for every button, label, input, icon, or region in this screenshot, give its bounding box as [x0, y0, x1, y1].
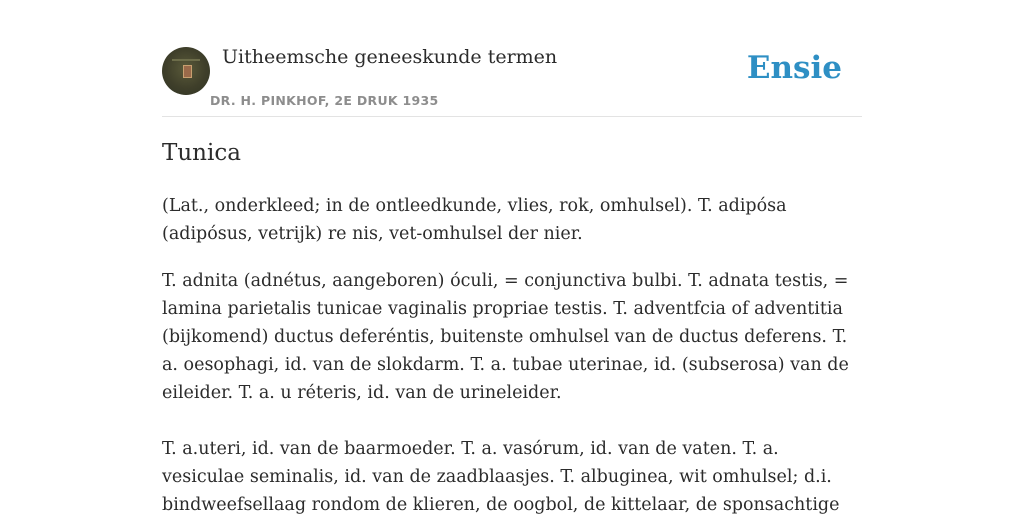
book-cover-band — [172, 59, 200, 61]
ensie-logo[interactable]: Ensie — [746, 50, 842, 86]
book-title[interactable]: Uitheemsche geneeskunde termen — [222, 46, 558, 68]
book-author: DR. H. PINKHOF, 2E DRUK 1935 — [210, 93, 439, 108]
entry-content — [162, 192, 862, 519]
entry-title: Tunica — [162, 140, 241, 166]
entry-paragraph: (Lat., onderkleed; in de ontleedkunde, vlies, rok, omhulsel). T. adipósa (adipósus, vetrijk) re nis, vet-omhulsel der nier. — [162, 196, 787, 244]
book-cover-image[interactable] — [162, 47, 210, 95]
entry-paragraph: T. a.uteri, id. van de baarmoeder. T. a. vasórum, id. van de vaten. T. a. vesiculae seminalis, id. van de zaadblaasjes. T. albuginea, wit omhulsel; d.i. bindweefsellaag rondom de klieren, de oogbol, de kittelaar, de sponsachtige — [162, 439, 840, 515]
entry-paragraph: T. adnita (adnétus, aangeboren) óculi, = conjunctiva bulbi. T. adnata testis, = lamina parietalis tunicae vaginalis propriae testis. T. adventfcia of adventitia (bijkomend) ductus deferéntis, buitenste omhulsel van de ductus deferens. T. a. oesophagi, id. van de slokdarm. T. a. tubae uterinae, id. (subserosa) van de eileider. T. a. u réteris, id. van de urineleider. — [162, 271, 849, 403]
page — [162, 0, 862, 515]
header — [162, 0, 862, 117]
book-cover-label — [183, 65, 192, 78]
